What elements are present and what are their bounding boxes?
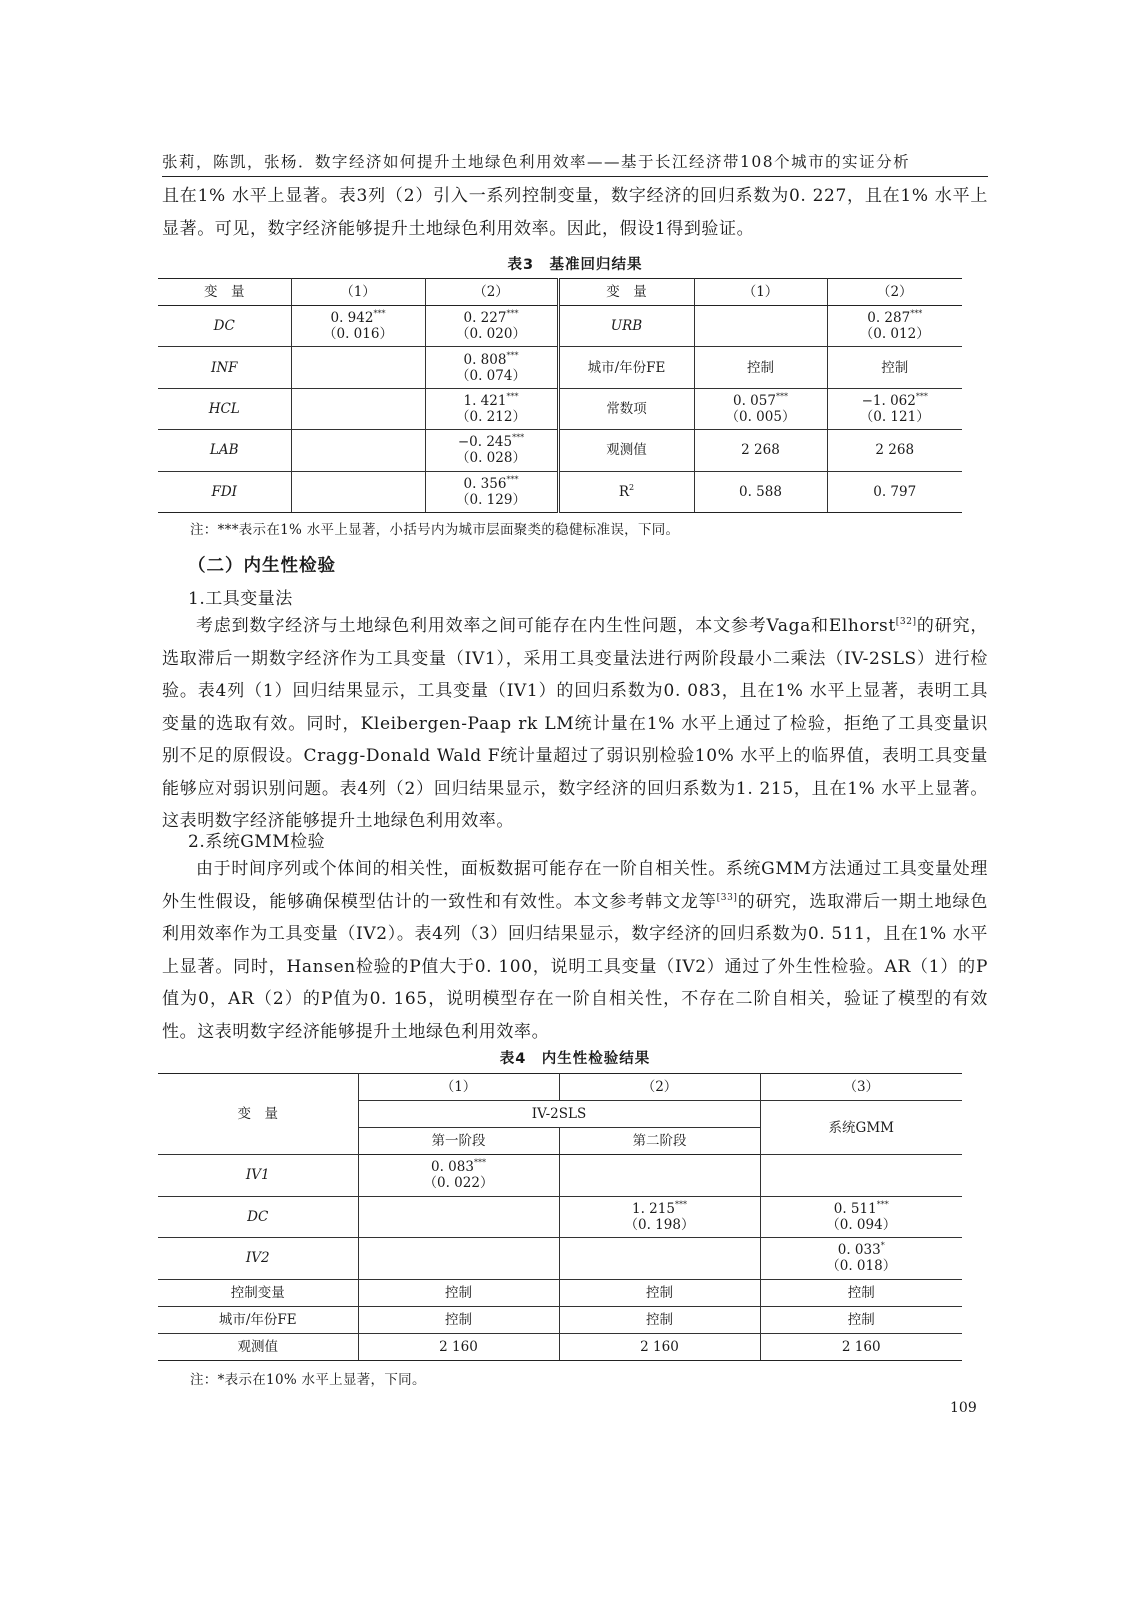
table-cell: [760, 1196, 962, 1238]
table-cell: [559, 1238, 760, 1280]
cell-std-error: （0. 016）: [323, 326, 393, 343]
cell-std-error: （0. 018）: [826, 1258, 897, 1275]
cell-coefficient: 2 160: [640, 1338, 679, 1355]
row-variable-right-text: URB: [610, 318, 643, 335]
cell-coefficient-line: [428, 434, 555, 450]
cell-std-error-line: [428, 326, 555, 342]
intro-paragraph: [162, 180, 988, 245]
row-variable-right: [558, 471, 694, 512]
table-cell: [425, 347, 558, 388]
cell-coefficient-line: [830, 393, 961, 409]
significance-stars: ***: [506, 474, 519, 484]
table-row: [158, 1279, 962, 1306]
cell-std-error-line: [763, 1258, 961, 1274]
cell-coefficient-line: [830, 310, 961, 326]
cell-coefficient-line: [697, 360, 825, 376]
table-cell: [694, 347, 827, 388]
citation-32: [32]: [895, 617, 917, 627]
table-cell: [291, 471, 425, 512]
cell-coefficient: 0. 797: [873, 483, 917, 500]
cell-coefficient: 2 160: [841, 1338, 881, 1355]
table-cell: [291, 306, 425, 347]
table4-header-c2: （2）: [559, 1074, 760, 1101]
cell-std-error-line: [428, 450, 555, 466]
cell-coefficient: 控制: [445, 1311, 472, 1328]
row-variable: 控制变量: [158, 1279, 358, 1306]
gmm-paragraph-text-a: 由于时间序列或个体间的相关性，面板数据可能存在一阶自相关性。系统GMM方法通过工具变量处理外生性假设，能够确保模型估计的一致性和有效性。本文参考韩文龙等: [162, 859, 988, 912]
table-cell: [358, 1238, 559, 1280]
cell-std-error-line: [830, 409, 961, 425]
cell-std-error: （0. 212）: [456, 408, 526, 425]
cell-std-error: （0. 005）: [725, 408, 796, 425]
table4-header-gmm: 系统GMM: [760, 1101, 962, 1155]
row-variable: DC: [158, 1196, 358, 1238]
gmm-paragraph-text-b: 的研究，选取滞后一期土地绿色利用效率作为工具变量（IV2）。表4列（3）回归结果显示，数字经济的回归系数为0. 511，且在1% 水平上显著。同时，Hansen检验的P值大于0. 100，说明工具变量（IV2）通过了外生性检验。AR（1）的P值为0，AR（2）的P值为0. 165，说明模型存在一阶自相关性，不存在二阶自相关，验证了模型的有效性。这表明数字经济能够提升土地绿色利用效率。: [162, 891, 988, 1042]
table-cell: [559, 1279, 760, 1306]
row-variable-right-text: R: [618, 483, 630, 500]
cell-coefficient-line: [763, 1285, 961, 1301]
significance-stars: ***: [506, 391, 519, 401]
table-cell: [827, 471, 962, 512]
table4-header-c3: （3）: [760, 1074, 962, 1101]
cell-coefficient-line: [294, 310, 423, 326]
table-cell: [760, 1333, 962, 1360]
significance-stars: *: [880, 1241, 885, 1251]
table-row: [158, 1155, 962, 1197]
row-variable: IV1: [158, 1155, 358, 1197]
table3-header-row: [158, 279, 962, 306]
table-cell: [291, 388, 425, 429]
cell-coefficient: 0. 033: [837, 1242, 881, 1259]
cell-coefficient-line: [763, 1312, 961, 1328]
cell-coefficient-line: [428, 393, 555, 409]
cell-coefficient-line: [361, 1285, 557, 1301]
cell-coefficient: 0. 511: [833, 1200, 877, 1217]
cell-std-error-line: [830, 326, 961, 342]
cell-coefficient: 控制: [646, 1311, 673, 1328]
cell-std-error: （0. 121）: [859, 408, 930, 425]
table-cell: [291, 347, 425, 388]
table4-header-var: 变 量: [158, 1074, 358, 1155]
cell-coefficient-line: [830, 360, 961, 376]
cell-coefficient: 0. 227: [463, 310, 507, 327]
cell-coefficient: 控制: [445, 1284, 472, 1301]
cell-coefficient-line: [428, 476, 555, 492]
cell-coefficient: −0. 245: [457, 434, 513, 451]
cell-coefficient: 2 160: [439, 1338, 478, 1355]
table4: [158, 1073, 962, 1361]
cell-coefficient: 控制: [847, 1284, 875, 1301]
cell-coefficient-line: [763, 1339, 961, 1355]
table4-header-stage1: 第一阶段: [358, 1128, 559, 1155]
table-cell: [559, 1306, 760, 1333]
row-variable-right: [558, 347, 694, 388]
cell-std-error-line: [697, 409, 825, 425]
superscript: 2: [629, 482, 635, 492]
table-cell: [694, 306, 827, 347]
cell-std-error-line: [562, 1217, 758, 1233]
cell-coefficient-line: [428, 352, 555, 368]
table3-header-c1: （1）: [291, 279, 425, 306]
table4-header-stage2: 第二阶段: [559, 1128, 760, 1155]
table-cell: [425, 471, 558, 512]
cell-coefficient-line: [830, 484, 961, 500]
table-cell: [827, 388, 962, 429]
row-variable: DC: [158, 306, 291, 347]
row-variable-right: [558, 430, 694, 471]
table-cell: [694, 388, 827, 429]
cell-std-error: （0. 012）: [859, 326, 930, 343]
significance-stars: ***: [373, 309, 386, 319]
table-cell: [358, 1306, 559, 1333]
cell-coefficient: 0. 057: [733, 392, 776, 409]
table-cell: [559, 1333, 760, 1360]
iv-paragraph: [162, 610, 988, 838]
cell-coefficient: 控制: [747, 359, 774, 376]
significance-stars: ***: [512, 433, 525, 443]
cell-coefficient: 控制: [847, 1311, 875, 1328]
row-variable: FDI: [158, 471, 291, 512]
row-variable: 观测值: [158, 1333, 358, 1360]
significance-stars: ***: [674, 1199, 687, 1209]
cell-coefficient-line: [763, 1242, 961, 1258]
cell-coefficient: 2 268: [875, 442, 915, 459]
cell-std-error-line: [361, 1175, 557, 1191]
table-row: [158, 430, 962, 471]
table-cell: [827, 347, 962, 388]
table3-header-c2: （2）: [425, 279, 558, 306]
significance-stars: ***: [915, 391, 928, 401]
cell-coefficient: 0. 942: [330, 310, 374, 327]
cell-std-error-line: [428, 368, 555, 384]
cell-coefficient-line: [697, 393, 825, 409]
table-cell: [425, 388, 558, 429]
cell-coefficient-line: [361, 1339, 557, 1355]
table4-header-c1: （1）: [358, 1074, 559, 1101]
row-variable-right-text: 常数项: [606, 400, 647, 417]
table-cell: [425, 306, 558, 347]
table-row: [158, 471, 962, 512]
significance-stars: ***: [910, 309, 923, 319]
page-number: 109: [950, 1400, 977, 1416]
table-cell: [425, 430, 558, 471]
table3-header-var-right: 变 量: [558, 279, 694, 306]
intro-text: 且在1% 水平上显著。表3列（2）引入一系列控制变量，数字经济的回归系数为0. 227，且在1% 水平上显著。可见，数字经济能够提升土地绿色利用效率。因此，假设1得到验证。: [162, 186, 988, 239]
table3: [158, 278, 962, 513]
row-variable: LAB: [158, 430, 291, 471]
table3-header-c2-right: （2）: [827, 279, 962, 306]
section-heading: （二）内生性检验: [188, 556, 336, 576]
row-variable: 城市/年份FE: [158, 1306, 358, 1333]
cell-coefficient: 0. 287: [867, 310, 911, 327]
table3-header-var: 变 量: [158, 279, 291, 306]
table3-note: 注：***表示在1% 水平上显著，小括号内为城市层面聚类的稳健标准误，下同。: [190, 522, 680, 538]
table-cell: [760, 1306, 962, 1333]
table-cell: [827, 306, 962, 347]
table-row: [158, 1238, 962, 1280]
row-variable: HCL: [158, 388, 291, 429]
table-row: [158, 306, 962, 347]
table-cell: [358, 1196, 559, 1238]
citation-33: [33]: [716, 892, 738, 903]
cell-coefficient: 1. 215: [632, 1200, 675, 1217]
iv-paragraph-text-a: 考虑到数字经济与土地绿色利用效率之间可能存在内生性问题，本文参考Vaga和Elhorst: [196, 616, 896, 636]
running-header: 张莉，陈凯，张杨．数字经济如何提升土地绿色利用效率——基于长江经济带108个城市的实证分析: [162, 153, 911, 171]
table-cell: [827, 430, 962, 471]
row-variable-right: [558, 306, 694, 347]
cell-std-error-line: [294, 326, 423, 342]
cell-coefficient-line: [562, 1312, 758, 1328]
table-cell: [694, 471, 827, 512]
row-variable-right-text: 城市/年份FE: [587, 359, 666, 376]
table-cell: [760, 1155, 962, 1197]
subsection-iv-heading: 1.工具变量法: [188, 589, 293, 609]
cell-coefficient-line: [428, 310, 555, 326]
cell-std-error: （0. 074）: [456, 367, 526, 384]
cell-coefficient-line: [763, 1201, 961, 1217]
table-cell: [559, 1196, 760, 1238]
cell-std-error-line: [763, 1217, 961, 1233]
table-cell: [559, 1155, 760, 1197]
cell-std-error-line: [428, 409, 555, 425]
cell-std-error-line: [428, 492, 555, 508]
cell-coefficient-line: [562, 1339, 758, 1355]
cell-coefficient-line: [361, 1159, 557, 1175]
cell-coefficient: 控制: [881, 359, 909, 376]
table-row: [158, 1333, 962, 1360]
table4-header-row1: [158, 1074, 962, 1101]
table-cell: [358, 1155, 559, 1197]
table4-note: 注：*表示在10% 水平上显著，下同。: [190, 1372, 426, 1388]
cell-std-error: （0. 129）: [456, 491, 526, 508]
cell-coefficient: −1. 062: [861, 392, 916, 409]
cell-coefficient-line: [830, 442, 961, 458]
cell-coefficient: 0. 588: [739, 483, 782, 500]
table4-caption: 表4 内生性检验结果: [499, 1051, 651, 1067]
cell-coefficient: 0. 083: [431, 1159, 474, 1176]
table-cell: [694, 430, 827, 471]
table3-caption: 表3 基准回归结果: [507, 257, 643, 273]
cell-std-error: （0. 198）: [624, 1216, 695, 1233]
iv-paragraph-text-b: 的研究，选取滞后一期数字经济作为工具变量（IV1），采用工具变量法进行两阶段最小二乘法（IV-2SLS）进行检验。表4列（1）回归结果显示，工具变量（IV1）的回归系数为0. 083，且在1% 水平上显著，表明工具变量的选取有效。同时，Kleibergen-Paap rk LM统计量在1% 水平上通过了检验，拒绝了工具变量识别不足的原假设。Cragg-Donald Wald F统计量超过了弱识别检验10% 水平上的临界值，表明工具变量能够应对弱识别问题。表4列（2）回归结果显示，数字经济的回归系数为1. 215，且在1% 水平上显著。这表明数字经济能够提升土地绿色利用效率。: [162, 616, 988, 831]
table3-header-c1-right: （1）: [694, 279, 827, 306]
table-row: [158, 388, 962, 429]
cell-coefficient: 0. 808: [463, 351, 507, 368]
table-cell: [760, 1238, 962, 1280]
cell-coefficient: 1. 421: [463, 392, 507, 409]
table-row: [158, 1306, 962, 1333]
table-cell: [291, 430, 425, 471]
table4-header-iv2sls: IV-2SLS: [358, 1101, 760, 1128]
subsection-gmm-heading: 2.系统GMM检验: [188, 832, 326, 852]
table-cell: [358, 1333, 559, 1360]
row-variable: IV2: [158, 1238, 358, 1280]
row-variable-right: [558, 388, 694, 429]
cell-coefficient: 2 268: [741, 442, 780, 459]
cell-std-error: （0. 020）: [456, 326, 526, 343]
significance-stars: ***: [506, 309, 519, 319]
cell-std-error: （0. 022）: [423, 1175, 494, 1192]
table-cell: [358, 1279, 559, 1306]
cell-coefficient-line: [697, 442, 825, 458]
gmm-paragraph: [162, 853, 988, 1048]
table-cell: [760, 1279, 962, 1306]
significance-stars: ***: [876, 1199, 889, 1209]
cell-coefficient: 0. 356: [463, 475, 507, 492]
significance-stars: ***: [506, 350, 519, 360]
cell-coefficient-line: [562, 1285, 758, 1301]
table-row: [158, 347, 962, 388]
cell-coefficient: 控制: [646, 1284, 673, 1301]
cell-coefficient-line: [361, 1312, 557, 1328]
header-rule: [162, 176, 988, 177]
table-row: [158, 1196, 962, 1238]
row-variable-right-text: 观测值: [606, 442, 647, 459]
significance-stars: ***: [775, 391, 788, 401]
cell-coefficient-line: [697, 484, 825, 500]
cell-std-error: （0. 094）: [826, 1216, 897, 1233]
row-variable: INF: [158, 347, 291, 388]
significance-stars: ***: [473, 1158, 486, 1168]
cell-std-error: （0. 028）: [456, 450, 526, 467]
cell-coefficient-line: [562, 1201, 758, 1217]
